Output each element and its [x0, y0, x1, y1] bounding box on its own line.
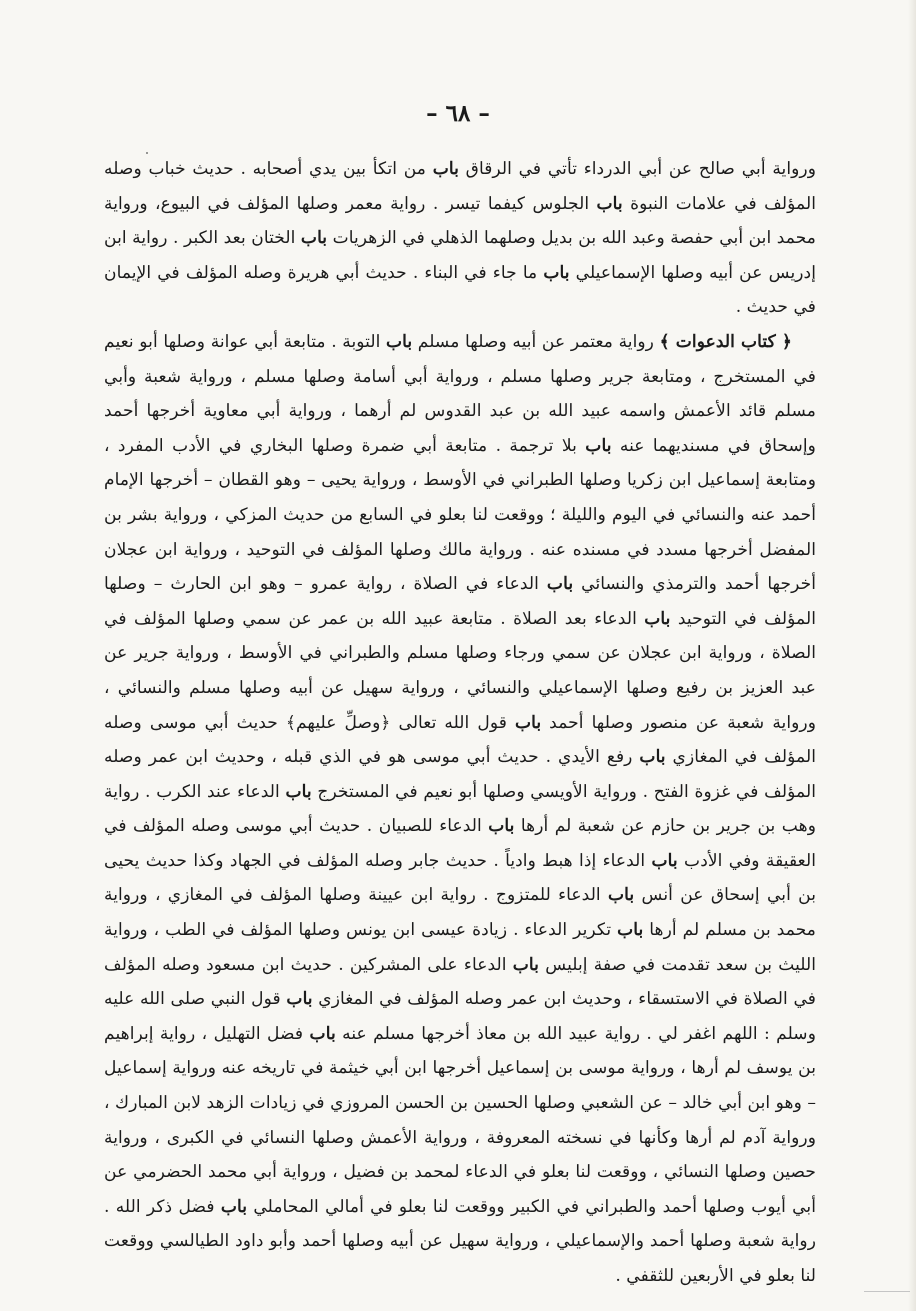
- bab-keyword: باب: [432, 159, 459, 179]
- paragraph-1-text-4: الختان بعد الكبر . رواية ابن إدريس عن أبيه وصلها الإسماعيلي: [104, 228, 816, 283]
- paragraph-2-text-14: قول النبي صلى الله عليه وسلم : اللهم اغفر لي . رواية عبيد الله بن معاذ أخرجها مسلم عنه: [104, 989, 817, 1044]
- paragraph-2-text-8: الدعاء عند الكرب . رواية وهب بن جرير بن حازم عن شعبة لم أرها: [104, 781, 816, 837]
- scan-margin-line: [864, 1291, 910, 1292]
- bab-keyword: باب: [285, 781, 312, 802]
- paragraph-2-text-7: رفع الأيدي . حديث أبي موسى هو في الذي قبله ، وحديث ابن عمر وصله المؤلف في غزوة الفتح . ورواية الأويسي وصلها أبو نعيم في المستخرج: [104, 747, 816, 802]
- bab-keyword: باب: [644, 608, 671, 629]
- paragraph-2-text-15: فضل التهليل ، رواية إبراهيم بن يوسف لم أرها ، ورواية موسى بن إسماعيل أخرجها ابن أبي خيثمة في تاريخه عنه ورواية إسماعيل – وهو ابن أبي خالد – عن الشعبي وصلها الحسين بن الحسن المروزي في زيادات الزهد لابن المبارك ، ورواية آدم لم أرها وكأنها في نسخته المعروفة ، ورواية الأعمش وصلها النسائي في الكبرى ، ورواية حصين وصلها النسائي ، ووقعت لنا بعلو في الدعاء لمحمد بن فضيل ، ورواية أبي محمد الحضرمي عن أبي أيوب وصلها أحمد والطبراني في الكبير ووقعت لنا بعلو في أمالي المحاملي: [104, 1023, 816, 1217]
- paragraph-2-text-16: فضل ذكر الله . رواية شعبة وصلها أحمد والإسماعيلي ، ورواية سهيل عن أبيه وصلها أحمد وأبو داود الطيالسي ووقعت لنا بعلو في الأربعين للثقفي .: [104, 1196, 816, 1286]
- paragraph-2-text-5: الدعاء بعد الصلاة . متابعة عبيد الله بن عمر عن سمي وصلها المؤلف في الصلاة ، ورواية ابن عجلان عن سمي ورجاء وصلها مسلم والطبراني في الأوسط ، ورواية جرير عن عبد العزيز بن رفيع وصلها الإسماعيلي والنسائي ، ورواية سهيل عن أبيه وصلها مسلم والنسائي ، ورواية شعبة عن منصور وصلها أحمد: [104, 608, 816, 733]
- paragraph-1-text-2: من اتكأ بين يدي أصحابه . حديث خباب وصله المؤلف في علامات النبوة: [104, 159, 817, 214]
- bab-keyword: باب: [617, 920, 644, 941]
- page-body: [104, 152, 816, 1294]
- paragraph-2-text-1: رواية معتمر عن أبيه وصلها مسلم: [412, 331, 660, 352]
- bab-keyword: باب: [543, 262, 570, 283]
- bab-keyword: باب: [546, 574, 574, 595]
- bab-keyword: باب: [385, 331, 413, 352]
- bab-keyword: باب: [309, 1023, 336, 1044]
- bab-keyword: باب: [514, 712, 542, 733]
- bab-keyword: باب: [607, 885, 635, 906]
- paragraph-1-text-5: ما جاء في البناء . حديث أبي هريرة وصله المؤلف في الإيمان في حديث .: [104, 262, 816, 318]
- bab-keyword: باب: [300, 228, 328, 249]
- book-heading: ﴿ كتاب الدعوات ﴾: [659, 331, 792, 352]
- paragraph-1-text-3: الجلوس كيفما تيسر . رواية معمر وصلها المؤلف في البيوع، ورواية محمد ابن أبي حفصة وعبد الله بن بديل وصلهما الذهلي في الزهريات: [104, 193, 816, 249]
- scan-edge-shadow: [908, 0, 916, 1311]
- paragraph-2-text-11: الدعاء للمتزوج . رواية ابن عيينة وصلها المؤلف في المغازي ، ورواية محمد بن مسلم لم أرها: [104, 885, 816, 941]
- bab-keyword: باب: [651, 850, 678, 871]
- paragraph-2-text-4: الدعاء في الصلاة ، رواية عمرو – وهو ابن الحارث – وصلها المؤلف في التوحيد: [104, 574, 816, 629]
- paragraph-2-text-2: التوبة . متابعة أبي عوانة وصلها أبو نعيم في المستخرج ، ومتابعة جرير وصلها مسلم ، ورواية أبي أسامة وصلها مسلم ، ورواية شعبة وأبي مسلم قائد الأعمش واسمه عبيد الله بن عبد القدوس لم أرهما ، ورواية أبي معاوية أخرجها أحمد وإسحاق في مسنديهما عنه: [104, 331, 816, 456]
- paragraph-2-text-6: قول الله تعالى ﴿وصلِّ عليهم﴾ حديث أبي موسى وصله المؤلف في المغازي: [104, 712, 816, 768]
- bab-keyword: باب: [596, 193, 623, 214]
- paragraph-2-text-13: الدعاء على المشركين . حديث ابن مسعود وصله المؤلف في الصلاة في الاستسقاء ، وحديث ابن عمر وصله المؤلف في المغازي: [104, 954, 816, 1010]
- paragraph-2-text-10: الدعاء إذا هبط وادياً . حديث جابر وصله المؤلف في الجهاد وكذا حديث يحيى بن أبي إسحاق عن أنس: [104, 850, 816, 906]
- bab-keyword: باب: [585, 435, 612, 456]
- paragraph-2-text-9: الدعاء للصبيان . حديث أبي موسى وصله المؤلف في العقيقة وفي الأدب: [104, 816, 816, 871]
- paragraph-2-text-3: بلا ترجمة . متابعة أبي ضمرة وصلها البخاري في الأدب المفرد ، ومتابعة إسماعيل ابن زكريا وصلها الطبراني في الأوسط ، ورواية يحيى – وهو القطان – أخرجها الإمام أحمد عنه والنسائي في اليوم والليلة ؛ ووقعت لنا بعلو في السابع من حديث المزكي ، ورواية بشر بن المفضل أخرجها مسدد في مسنده عنه . ورواية مالك وصلها المؤلف في التوحيد ، ورواية ابن عجلان أخرجها أحمد والترمذي والنسائي: [104, 435, 816, 595]
- page-number: – ٦٨ –: [426, 100, 490, 127]
- paragraph-2-text-12: تكرير الدعاء . زيادة عيسى ابن يونس وصلها المؤلف في الطب ، ورواية الليث بن سعد تقدمت في صفة إبليس: [104, 920, 816, 975]
- paragraph-1: [104, 152, 816, 325]
- bab-keyword: باب: [220, 1196, 248, 1217]
- paragraph-2: [104, 325, 816, 1294]
- paragraph-1-text-1: ورواية أبي صالح عن أبي الدرداء تأتي في الرقاق: [458, 159, 816, 179]
- bab-keyword: باب: [286, 989, 313, 1010]
- bab-keyword: باب: [488, 816, 515, 837]
- bab-keyword: باب: [512, 954, 539, 975]
- bab-keyword: باب: [639, 747, 666, 768]
